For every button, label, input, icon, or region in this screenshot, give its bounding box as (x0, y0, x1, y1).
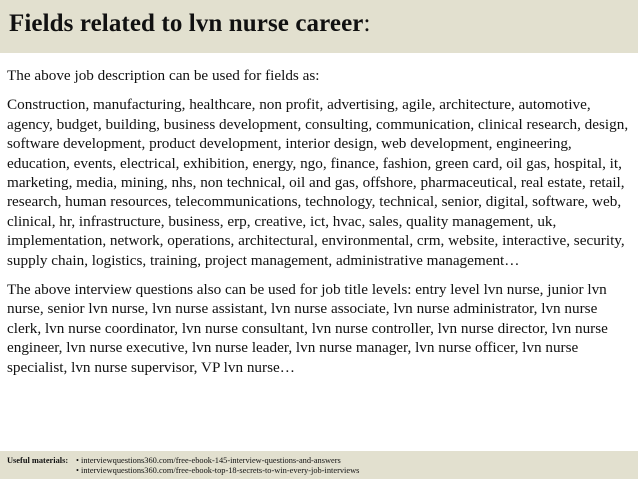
slide-title-colon: : (363, 10, 371, 37)
useful-materials (7, 456, 359, 475)
slide-title-text: Fields related to lvn nurse career (9, 10, 364, 37)
footer-label (7, 456, 70, 466)
intro-paragraph: The above job description can be used for fields as: (7, 67, 320, 84)
footer-link-ebook-top-18[interactable]: • interviewquestions360.com/free-ebook-top-18-secrets-to-win-every-job-interviews (76, 465, 360, 475)
title-band (0, 0, 638, 53)
job-titles-paragraph: The above interview questions also can be used for job title levels: entry level lvn nurse, junior lvn nurse, senior lvn nurse, lvn nurse assistant, lvn nurse associate, lvn nurse administrator, lvn nurse clerk, lvn nurse coordinator, lvn nurse consultant, lvn nurse controller, lvn nurse director, lvn nurse engineer, lvn nurse executive, lvn nurse leader, lvn nurse manager, lvn nurse officer, lvn nurse specialist, lvn nurse supervisor, VP lvn nurse… (7, 281, 608, 376)
slide-title (9, 9, 371, 39)
footer-line-2 (7, 466, 359, 476)
fields-paragraph: Construction, manufacturing, healthcare, non profit, advertising, agile, architecture, automotive, agency, budget, building, business development, consulting, communication, clinical research, design, software development, product development, interior design, web development, engineering, education, events, electrical, exhibition, energy, ngo, finance, fashion, green card, oil gas, hospital, it, marketing, media, mining, nhs, non technical, oil and gas, offshore, pharmaceutical, real estate, retail, research, human resources, telecommunications, technology, technical, senior, digital, software, web, clinical, hr, infrastructure, business, erp, creative, ict, hvac, sales, quality management, uk, implementation, network, operations, architectural, environmental, crm, website, interactive, security, supply chain, logistics, training, project management, administrative management… (7, 96, 629, 269)
slide-body (7, 66, 633, 377)
footer-link-ebook-145[interactable]: • interviewquestions360.com/free-ebook-145-interview-questions-and-answers (76, 456, 341, 465)
footer-label-text: Useful materials (7, 456, 66, 465)
footer-label-separator: : (65, 456, 69, 465)
footer-band (0, 451, 638, 479)
footer-line-1 (7, 456, 359, 466)
